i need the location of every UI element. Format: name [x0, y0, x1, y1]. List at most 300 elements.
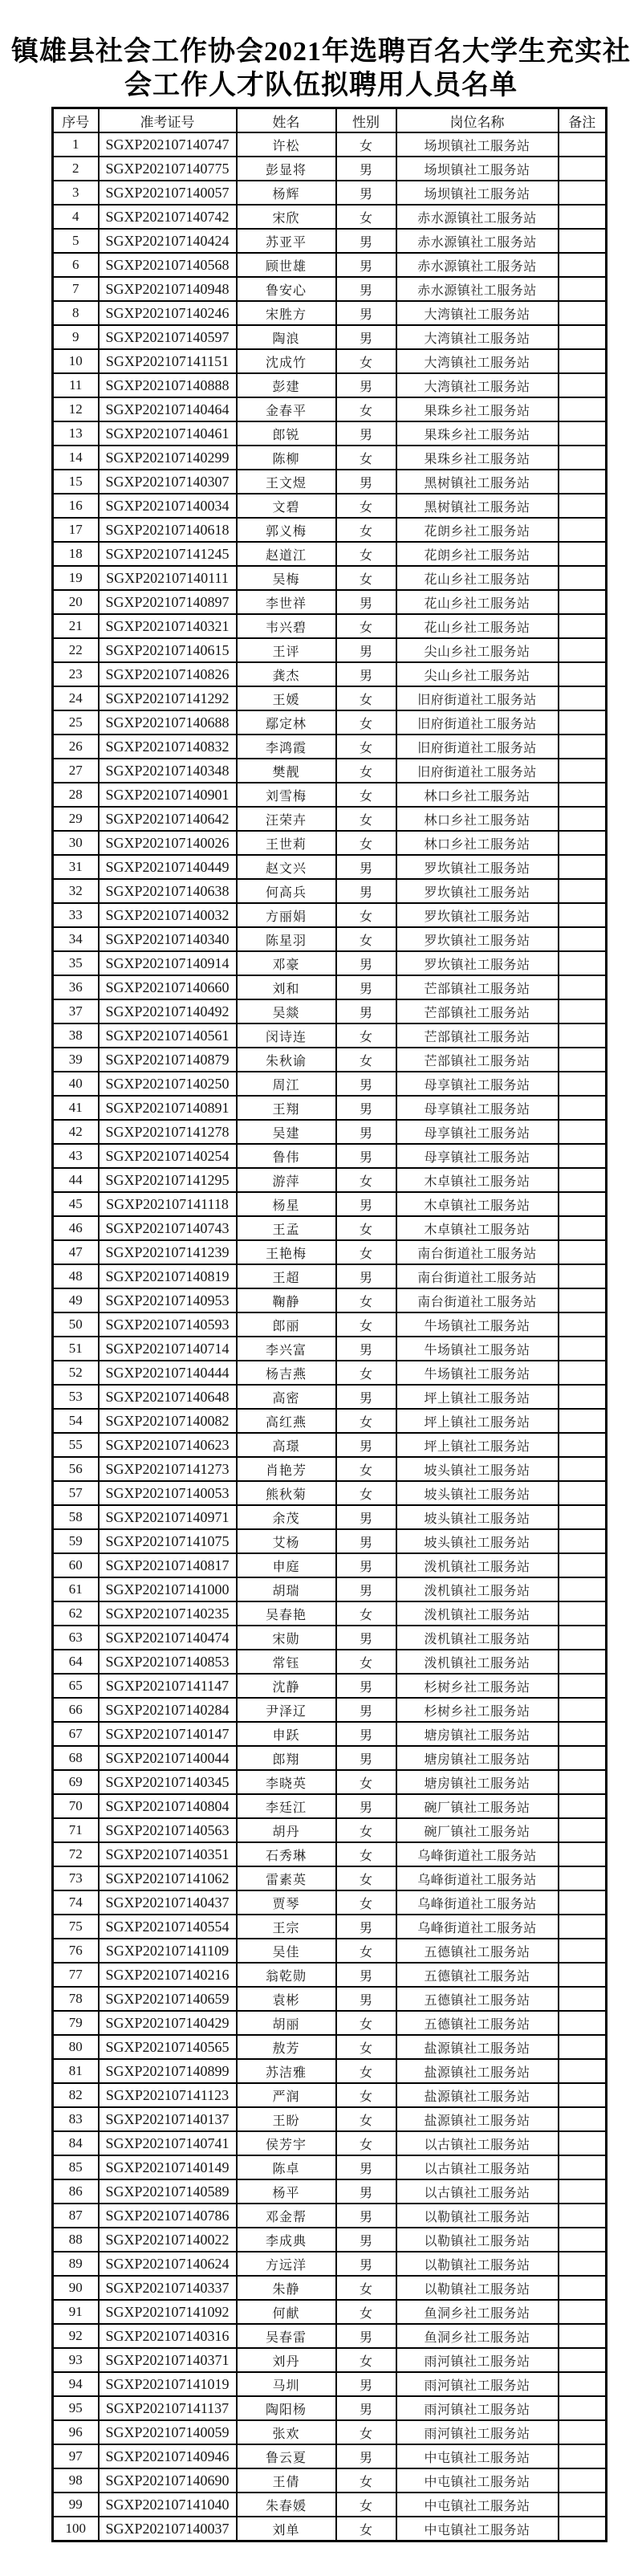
cell-exam-id: SGXP202107140660	[99, 975, 237, 999]
cell-serial: 72	[53, 1842, 99, 1866]
cell-station: 以古镇社工服务站	[396, 2179, 559, 2204]
cell-serial: 94	[53, 2372, 99, 2396]
cell-serial: 33	[53, 903, 99, 927]
cell-name: 陈星羽	[237, 927, 336, 951]
cell-name: 何高兵	[237, 879, 336, 903]
cell-station: 泼机镇社工服务站	[396, 1650, 559, 1674]
cell-note	[559, 1240, 607, 1264]
cell-serial: 84	[53, 2131, 99, 2155]
cell-gender: 男	[336, 2396, 396, 2420]
table-row	[53, 2348, 607, 2372]
table-row	[53, 1650, 607, 1674]
cell-serial: 91	[53, 2300, 99, 2324]
cell-note	[559, 421, 607, 446]
cell-gender: 女	[336, 2107, 396, 2131]
cell-station: 大湾镇社工服务站	[396, 301, 559, 325]
cell-gender: 男	[336, 1192, 396, 1216]
table-row	[53, 807, 607, 831]
cell-exam-id: SGXP202107140826	[99, 662, 237, 686]
cell-note	[559, 1650, 607, 1674]
cell-exam-id: SGXP202107140337	[99, 2276, 237, 2300]
cell-exam-id: SGXP202107140474	[99, 1626, 237, 1650]
cell-serial: 46	[53, 1216, 99, 1240]
table-row	[53, 205, 607, 229]
table-row	[53, 1120, 607, 1144]
table-row	[53, 1337, 607, 1361]
cell-note	[559, 2517, 607, 2541]
cell-note	[559, 1818, 607, 1842]
cell-gender: 男	[336, 470, 396, 494]
cell-name: 陶阳杨	[237, 2396, 336, 2420]
cell-station: 雨河镇社工服务站	[396, 2372, 559, 2396]
cell-gender: 男	[336, 1385, 396, 1409]
table-row	[53, 2107, 607, 2131]
cell-note	[559, 397, 607, 421]
table-row	[53, 1890, 607, 1915]
cell-name: 朱静	[237, 2276, 336, 2300]
cell-station: 花朗乡社工服务站	[396, 542, 559, 566]
cell-note	[559, 1457, 607, 1481]
table-row	[53, 229, 607, 253]
cell-exam-id: SGXP202107140147	[99, 1722, 237, 1746]
cell-exam-id: SGXP202107141239	[99, 1240, 237, 1264]
cell-station: 五德镇社工服务站	[396, 2011, 559, 2035]
table-row	[53, 277, 607, 301]
cell-name: 朱春媛	[237, 2493, 336, 2517]
cell-exam-id: SGXP202107141092	[99, 2300, 237, 2324]
cell-note	[559, 373, 607, 397]
cell-gender: 男	[336, 662, 396, 686]
cell-station: 花山乡社工服务站	[396, 590, 559, 614]
cell-gender: 女	[336, 807, 396, 831]
cell-note	[559, 2228, 607, 2252]
cell-station: 大湾镇社工服务站	[396, 349, 559, 373]
cell-note	[559, 1096, 607, 1120]
cell-station: 中屯镇社工服务站	[396, 2444, 559, 2468]
cell-name: 贾琴	[237, 1890, 336, 1915]
cell-serial: 16	[53, 494, 99, 518]
cell-note	[559, 1890, 607, 1915]
cell-station: 南台街道社工服务站	[396, 1264, 559, 1288]
cell-note	[559, 566, 607, 590]
cell-station: 旧府街道社工服务站	[396, 759, 559, 783]
cell-station: 五德镇社工服务站	[396, 1963, 559, 1987]
table-row	[53, 1987, 607, 2011]
cell-station: 母享镇社工服务站	[396, 1072, 559, 1096]
cell-name: 朱秋谕	[237, 1048, 336, 1072]
cell-serial: 49	[53, 1288, 99, 1312]
cell-note	[559, 1746, 607, 1770]
cell-gender: 女	[336, 2517, 396, 2541]
cell-station: 母享镇社工服务站	[396, 1096, 559, 1120]
cell-station: 乌峰街道社工服务站	[396, 1915, 559, 1939]
cell-note	[559, 1626, 607, 1650]
cell-exam-id: SGXP202107140688	[99, 710, 237, 735]
cell-station: 牛场镇社工服务站	[396, 1337, 559, 1361]
cell-gender: 女	[336, 735, 396, 759]
cell-gender: 女	[336, 1481, 396, 1505]
cell-exam-id: SGXP202107140424	[99, 229, 237, 253]
cell-gender: 男	[336, 1553, 396, 1577]
cell-note	[559, 686, 607, 710]
cell-gender: 男	[336, 1529, 396, 1553]
cell-note	[559, 1866, 607, 1890]
cell-gender: 男	[336, 2324, 396, 2348]
cell-exam-id: SGXP202107141292	[99, 686, 237, 710]
cell-station: 中屯镇社工服务站	[396, 2493, 559, 2517]
cell-station: 乌峰街道社工服务站	[396, 1866, 559, 1890]
cell-note	[559, 446, 607, 470]
cell-exam-id: SGXP202107140638	[99, 879, 237, 903]
cell-serial: 89	[53, 2252, 99, 2276]
cell-serial: 96	[53, 2420, 99, 2444]
cell-gender: 男	[336, 1505, 396, 1529]
cell-note	[559, 1433, 607, 1457]
cell-serial: 92	[53, 2324, 99, 2348]
cell-station: 母享镇社工服务站	[396, 1144, 559, 1168]
cell-note	[559, 2107, 607, 2131]
cell-gender: 女	[336, 1939, 396, 1963]
cell-serial: 30	[53, 831, 99, 855]
table-row	[53, 2372, 607, 2396]
cell-station: 碗厂镇社工服务站	[396, 1818, 559, 1842]
cell-serial: 7	[53, 277, 99, 301]
cell-exam-id: SGXP202107141295	[99, 1168, 237, 1192]
cell-gender: 女	[336, 614, 396, 638]
cell-serial: 41	[53, 1096, 99, 1120]
table-row	[53, 1601, 607, 1626]
cell-note	[559, 759, 607, 783]
table-row	[53, 1746, 607, 1770]
cell-serial: 37	[53, 999, 99, 1023]
cell-station: 盐源镇社工服务站	[396, 2035, 559, 2059]
cell-exam-id: SGXP202107141137	[99, 2396, 237, 2420]
cell-gender: 女	[336, 1457, 396, 1481]
cell-exam-id: SGXP202107141245	[99, 542, 237, 566]
cell-exam-id: SGXP202107140897	[99, 590, 237, 614]
cell-gender: 女	[336, 1023, 396, 1048]
table-row	[53, 1698, 607, 1722]
cell-name: 陈柳	[237, 446, 336, 470]
table-row	[53, 1842, 607, 1866]
cell-station: 赤水源镇社工服务站	[396, 253, 559, 277]
table-row	[53, 2011, 607, 2035]
cell-gender: 女	[336, 2276, 396, 2300]
cell-note	[559, 1361, 607, 1385]
table-row	[53, 566, 607, 590]
cell-note	[559, 181, 607, 205]
table-row	[53, 710, 607, 735]
cell-station: 场坝镇社工服务站	[396, 132, 559, 157]
cell-station: 雨河镇社工服务站	[396, 2420, 559, 2444]
cell-station: 以勒镇社工服务站	[396, 2276, 559, 2300]
cell-gender: 女	[336, 831, 396, 855]
table-row	[53, 301, 607, 325]
cell-note	[559, 542, 607, 566]
cell-name: 李鸿霞	[237, 735, 336, 759]
cell-exam-id: SGXP202107140235	[99, 1601, 237, 1626]
cell-name: 方丽娟	[237, 903, 336, 927]
cell-serial: 69	[53, 1770, 99, 1794]
cell-serial: 3	[53, 181, 99, 205]
cell-exam-id: SGXP202107140492	[99, 999, 237, 1023]
cell-note	[559, 927, 607, 951]
table-row	[53, 1361, 607, 1385]
cell-station: 尖山乡社工服务站	[396, 662, 559, 686]
cell-note	[559, 662, 607, 686]
cell-exam-id: SGXP202107140111	[99, 566, 237, 590]
cell-gender: 女	[336, 1288, 396, 1312]
cell-note	[559, 2252, 607, 2276]
cell-serial: 19	[53, 566, 99, 590]
cell-gender: 女	[336, 2348, 396, 2372]
table-row	[53, 2493, 607, 2517]
cell-station: 泼机镇社工服务站	[396, 1626, 559, 1650]
table-row	[53, 1048, 607, 1072]
cell-serial: 85	[53, 2155, 99, 2179]
cell-station: 罗坎镇社工服务站	[396, 903, 559, 927]
cell-name: 宋胜方	[237, 301, 336, 325]
cell-exam-id: SGXP202107141075	[99, 1529, 237, 1553]
cell-serial: 23	[53, 662, 99, 686]
cell-gender: 女	[336, 349, 396, 373]
cell-station: 坪上镇社工服务站	[396, 1409, 559, 1433]
cell-gender: 男	[336, 1577, 396, 1601]
cell-note	[559, 1770, 607, 1794]
table-row	[53, 927, 607, 951]
cell-serial: 1	[53, 132, 99, 157]
cell-gender: 女	[336, 494, 396, 518]
cell-note	[559, 253, 607, 277]
cell-serial: 58	[53, 1505, 99, 1529]
cell-serial: 5	[53, 229, 99, 253]
cell-exam-id: SGXP202107140563	[99, 1818, 237, 1842]
cell-note	[559, 2204, 607, 2228]
cell-gender: 女	[336, 132, 396, 157]
cell-exam-id: SGXP202107141000	[99, 1577, 237, 1601]
cell-name: 周江	[237, 1072, 336, 1096]
cell-serial: 24	[53, 686, 99, 710]
cell-gender: 女	[336, 1890, 396, 1915]
table-row	[53, 2179, 607, 2204]
cell-station: 泼机镇社工服务站	[396, 1553, 559, 1577]
cell-name: 吴春艳	[237, 1601, 336, 1626]
cell-note	[559, 1529, 607, 1553]
cell-station: 林口乡社工服务站	[396, 831, 559, 855]
table-row	[53, 783, 607, 807]
cell-note	[559, 1794, 607, 1818]
table-row	[53, 1168, 607, 1192]
cell-station: 乌峰街道社工服务站	[396, 1890, 559, 1915]
cell-name: 熊秋菊	[237, 1481, 336, 1505]
cell-gender: 男	[336, 1072, 396, 1096]
table-row	[53, 1866, 607, 1890]
table-row	[53, 614, 607, 638]
table-row	[53, 638, 607, 662]
cell-gender: 女	[336, 783, 396, 807]
cell-exam-id: SGXP202107140034	[99, 494, 237, 518]
cell-name: 侯芳宇	[237, 2131, 336, 2155]
cell-exam-id: SGXP202107140648	[99, 1385, 237, 1409]
cell-exam-id: SGXP202107140953	[99, 1288, 237, 1312]
cell-serial: 61	[53, 1577, 99, 1601]
cell-serial: 79	[53, 2011, 99, 2035]
roster-body	[53, 132, 607, 2541]
cell-name: 杨吉燕	[237, 1361, 336, 1385]
cell-station: 旧府街道社工服务站	[396, 686, 559, 710]
table-row	[53, 855, 607, 879]
cell-serial: 26	[53, 735, 99, 759]
cell-name: 何献	[237, 2300, 336, 2324]
cell-name: 余茂	[237, 1505, 336, 1529]
table-row	[53, 1216, 607, 1240]
table-row	[53, 1023, 607, 1048]
cell-exam-id: SGXP202107140461	[99, 421, 237, 446]
cell-note	[559, 301, 607, 325]
cell-note	[559, 1915, 607, 1939]
cell-name: 严润	[237, 2083, 336, 2107]
cell-exam-id: SGXP202107140786	[99, 2204, 237, 2228]
cell-exam-id: SGXP202107140804	[99, 1794, 237, 1818]
cell-name: 闵诗连	[237, 1023, 336, 1048]
cell-serial: 47	[53, 1240, 99, 1264]
cell-name: 邓豪	[237, 951, 336, 975]
cell-station: 旧府街道社工服务站	[396, 710, 559, 735]
cell-serial: 93	[53, 2348, 99, 2372]
cell-note	[559, 831, 607, 855]
cell-serial: 82	[53, 2083, 99, 2107]
cell-name: 胡瑞	[237, 1577, 336, 1601]
cell-gender: 男	[336, 1337, 396, 1361]
cell-name: 郎翔	[237, 1746, 336, 1770]
table-row	[53, 590, 607, 614]
table-row	[53, 2228, 607, 2252]
cell-station: 芒部镇社工服务站	[396, 1048, 559, 1072]
cell-gender: 男	[336, 2252, 396, 2276]
cell-note	[559, 1048, 607, 1072]
cell-exam-id: SGXP202107140254	[99, 1144, 237, 1168]
table-row	[53, 1794, 607, 1818]
cell-gender: 男	[336, 879, 396, 903]
cell-station: 盐源镇社工服务站	[396, 2083, 559, 2107]
cell-station: 花山乡社工服务站	[396, 566, 559, 590]
table-row	[53, 1674, 607, 1698]
cell-station: 南台街道社工服务站	[396, 1240, 559, 1264]
cell-note	[559, 1192, 607, 1216]
cell-exam-id: SGXP202107140371	[99, 2348, 237, 2372]
cell-serial: 97	[53, 2444, 99, 2468]
cell-gender: 女	[336, 2131, 396, 2155]
cell-exam-id: SGXP202107140032	[99, 903, 237, 927]
cell-gender: 男	[336, 1096, 396, 1120]
cell-exam-id: SGXP202107140449	[99, 855, 237, 879]
table-row	[53, 2204, 607, 2228]
cell-exam-id: SGXP202107140053	[99, 1481, 237, 1505]
table-row	[53, 446, 607, 470]
cell-name: 王孟	[237, 1216, 336, 1240]
cell-gender: 男	[336, 1144, 396, 1168]
cell-station: 盐源镇社工服务站	[396, 2059, 559, 2083]
cell-exam-id: SGXP202107141147	[99, 1674, 237, 1698]
cell-name: 王超	[237, 1264, 336, 1288]
cell-name: 袁彬	[237, 1987, 336, 2011]
cell-exam-id: SGXP202107140914	[99, 951, 237, 975]
table-row	[53, 2420, 607, 2444]
cell-note	[559, 2420, 607, 2444]
column-header-5: 备注	[559, 108, 607, 133]
cell-name: 方远洋	[237, 2252, 336, 2276]
cell-exam-id: SGXP202107140044	[99, 1746, 237, 1770]
cell-note	[559, 2493, 607, 2517]
cell-serial: 63	[53, 1626, 99, 1650]
cell-serial: 12	[53, 397, 99, 421]
document-title-line1: 镇雄县社会工作协会2021年选聘百名大学生充实社	[11, 37, 631, 67]
cell-name: 申跃	[237, 1722, 336, 1746]
cell-name: 王文煜	[237, 470, 336, 494]
cell-gender: 女	[336, 710, 396, 735]
cell-note	[559, 494, 607, 518]
cell-note	[559, 1601, 607, 1626]
cell-name: 沈成竹	[237, 349, 336, 373]
cell-name: 王评	[237, 638, 336, 662]
cell-gender: 男	[336, 999, 396, 1023]
cell-gender: 男	[336, 373, 396, 397]
cell-serial: 21	[53, 614, 99, 638]
cell-gender: 女	[336, 686, 396, 710]
cell-name: 石秀琳	[237, 1842, 336, 1866]
cell-note	[559, 2444, 607, 2468]
cell-name: 王倩	[237, 2468, 336, 2493]
table-row	[53, 157, 607, 181]
cell-note	[559, 1072, 607, 1096]
cell-serial: 8	[53, 301, 99, 325]
cell-exam-id: SGXP202107140901	[99, 783, 237, 807]
cell-exam-id: SGXP202107140307	[99, 470, 237, 494]
table-row	[53, 2059, 607, 2083]
cell-station: 牛场镇社工服务站	[396, 1361, 559, 1385]
cell-exam-id: SGXP202107141278	[99, 1120, 237, 1144]
cell-name: 王翔	[237, 1096, 336, 1120]
cell-exam-id: SGXP202107140137	[99, 2107, 237, 2131]
cell-exam-id: SGXP202107140340	[99, 927, 237, 951]
cell-serial: 27	[53, 759, 99, 783]
cell-note	[559, 735, 607, 759]
cell-gender: 男	[336, 2228, 396, 2252]
table-row	[53, 181, 607, 205]
cell-exam-id: SGXP202107140819	[99, 1264, 237, 1288]
cell-gender: 女	[336, 1361, 396, 1385]
cell-station: 果珠乡社工服务站	[396, 421, 559, 446]
cell-name: 张欢	[237, 2420, 336, 2444]
cell-gender: 男	[336, 1987, 396, 2011]
table-row	[53, 1553, 607, 1577]
cell-station: 以勒镇社工服务站	[396, 2228, 559, 2252]
cell-serial: 81	[53, 2059, 99, 2083]
cell-gender: 女	[336, 2035, 396, 2059]
cell-gender: 女	[336, 1168, 396, 1192]
cell-exam-id: SGXP202107140246	[99, 301, 237, 325]
cell-gender: 男	[336, 590, 396, 614]
cell-name: 王盼	[237, 2107, 336, 2131]
cell-name: 吴春雷	[237, 2324, 336, 2348]
cell-note	[559, 1409, 607, 1433]
cell-note	[559, 2276, 607, 2300]
cell-serial: 68	[53, 1746, 99, 1770]
cell-station: 中屯镇社工服务站	[396, 2517, 559, 2541]
cell-gender: 男	[336, 1264, 396, 1288]
cell-note	[559, 229, 607, 253]
cell-exam-id: SGXP202107140299	[99, 446, 237, 470]
